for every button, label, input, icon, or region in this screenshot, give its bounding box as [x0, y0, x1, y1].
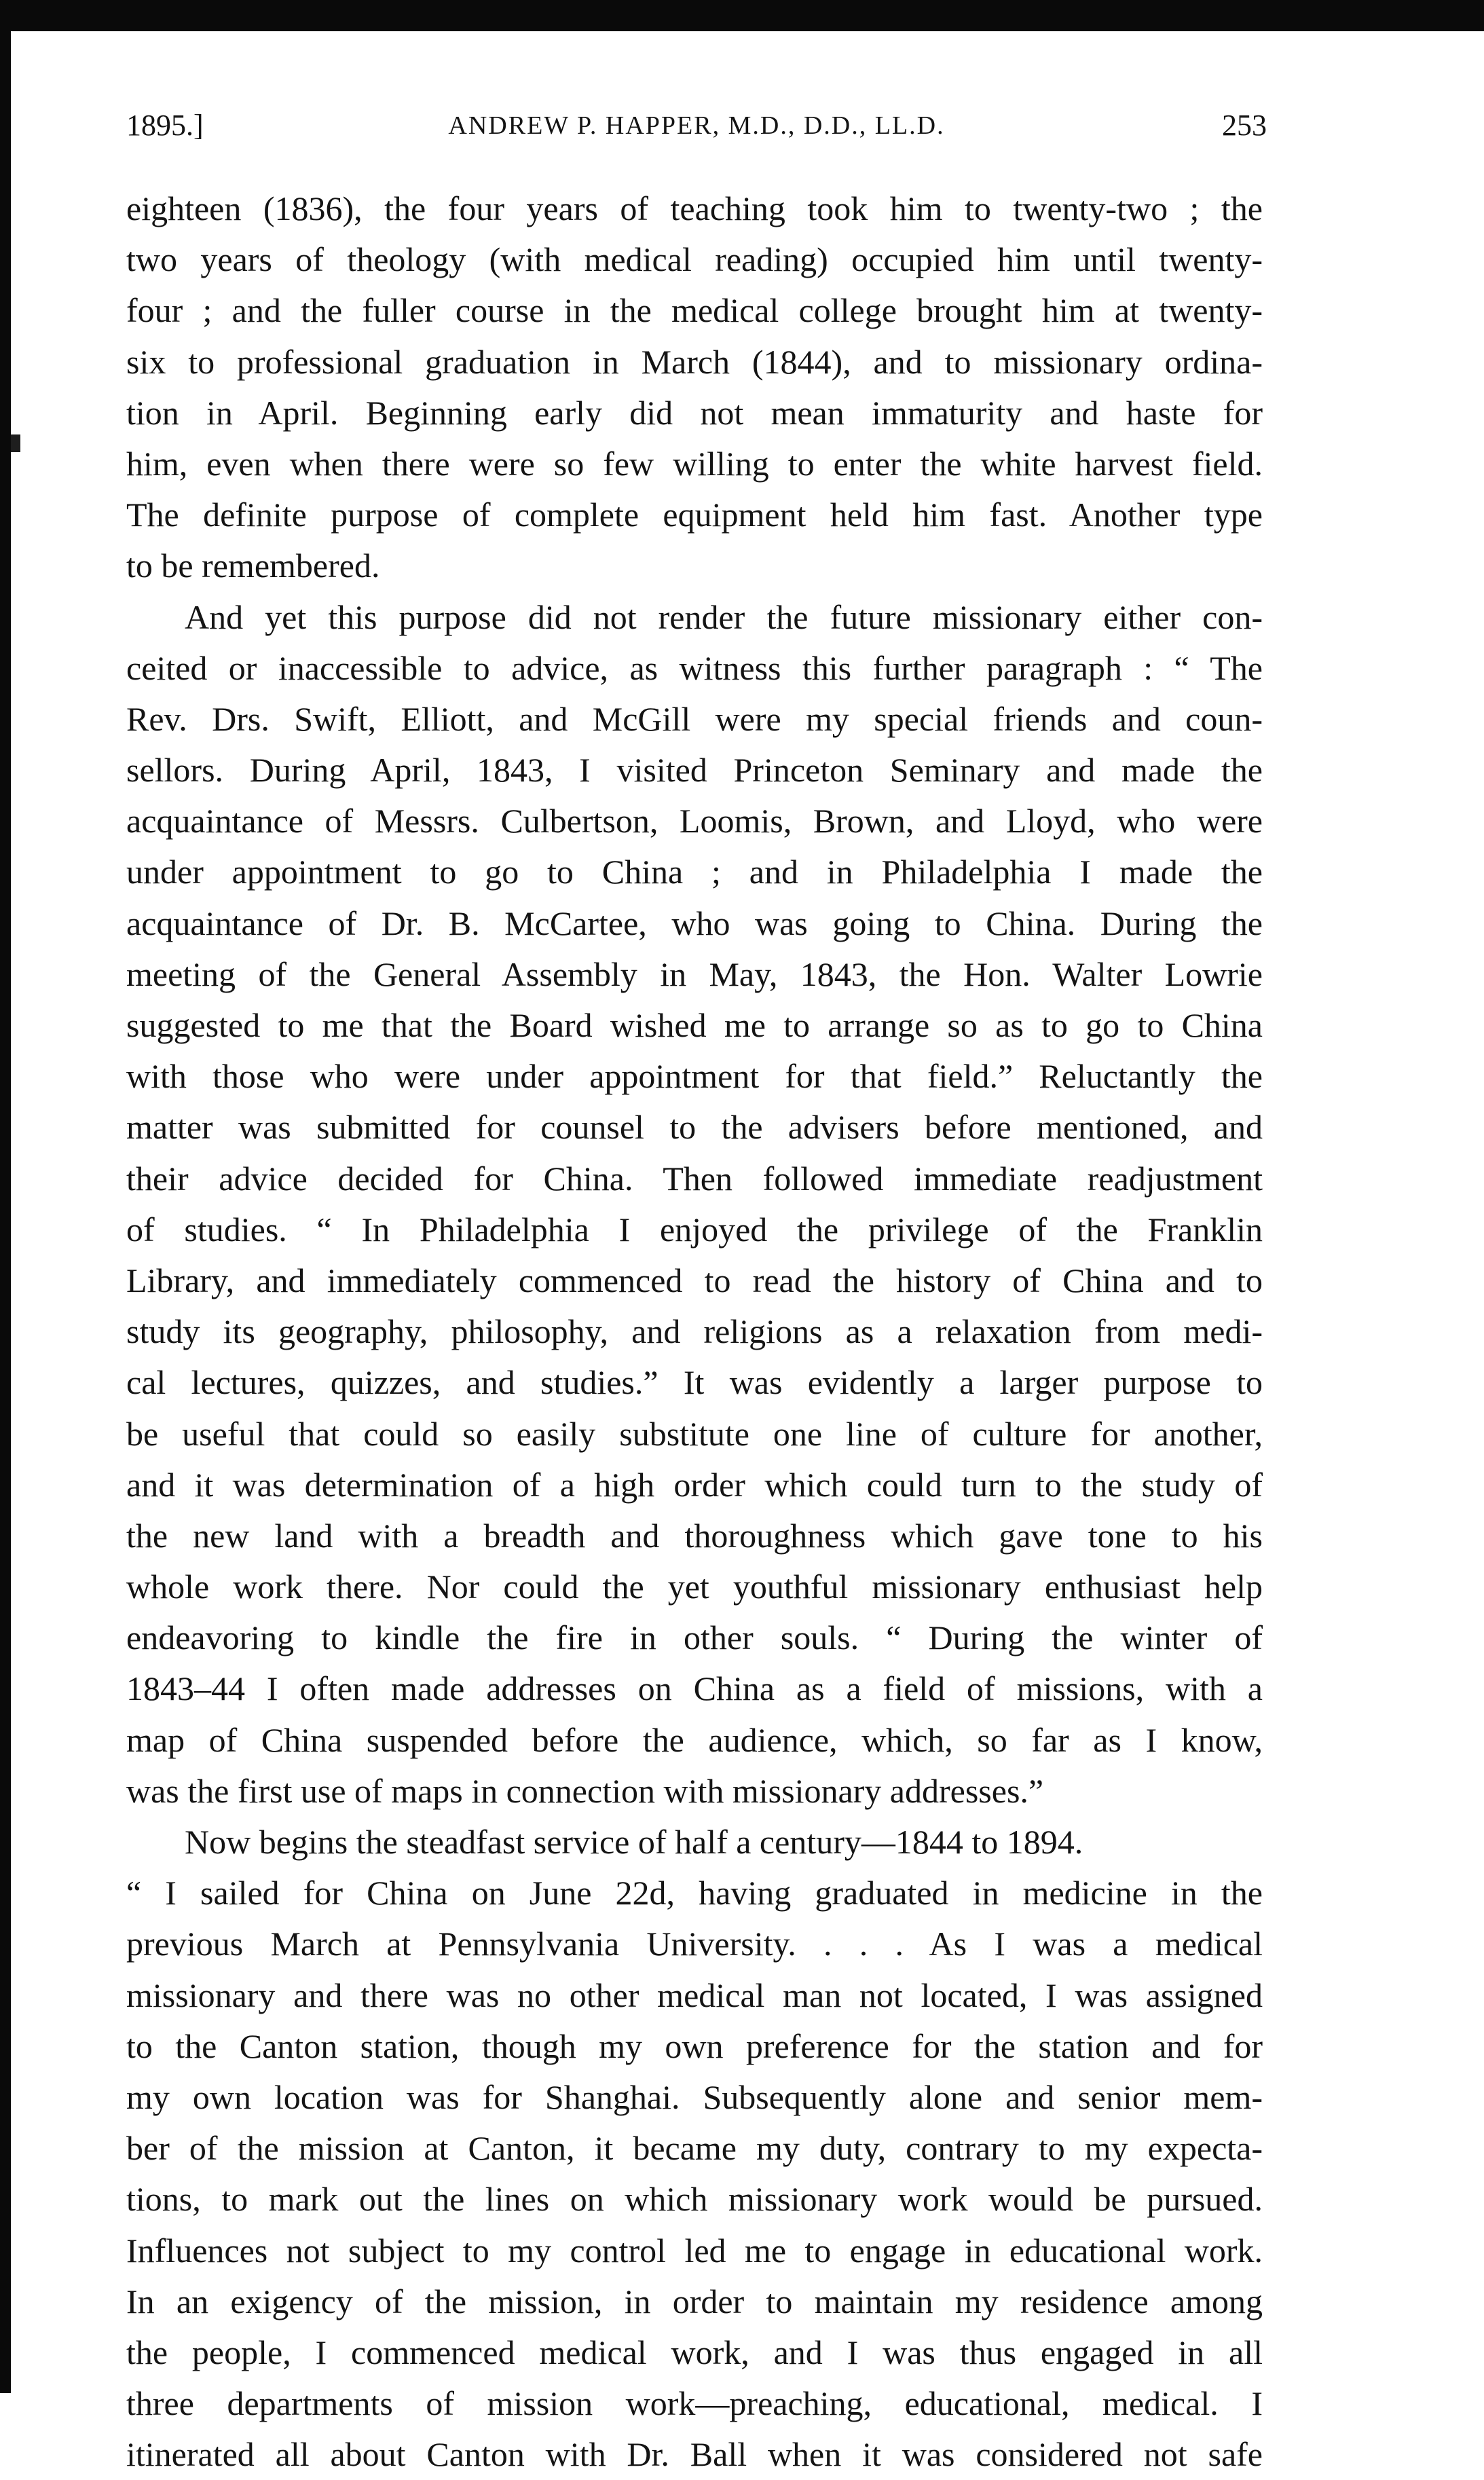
text-line: three departments of mission work—preaching, educational, medical. I [126, 2384, 1263, 2423]
text-line: be useful that could so easily substitute one line of culture for another, [126, 1414, 1263, 1453]
running-header [126, 103, 1267, 148]
text-line: ber of the mission at Canton, it became my duty, contrary to my expecta- [126, 2129, 1263, 2168]
text-line: ceited or inaccessible to advice, as witness this further paragraph : “ The [126, 648, 1263, 687]
text-line: And yet this purpose did not render the future missionary either con- [185, 597, 1263, 636]
text-line: whole work there. Nor could the yet youthful missionary enthusiast help [126, 1568, 1263, 1606]
text-line: with those who were under appointment for that field.” Reluctantly the [126, 1057, 1263, 1096]
text-line: tion in April. Beginning early did not mean immaturity and haste for [126, 393, 1263, 432]
scan-top-border [0, 0, 1484, 31]
header-title: ANDREW P. HAPPER, M.D., D.D., LL.D. [448, 111, 945, 140]
scan-margin-mark [11, 434, 20, 452]
text-line: In an exigency of the mission, in order to maintain my residence among [126, 2282, 1263, 2320]
text-line: 1843–44 I often made addresses on China as a field of missions, with a [126, 1669, 1263, 1708]
text-line: previous March at Pennsylvania University. . . . As I was a medical [126, 1925, 1263, 1963]
text-line: acquaintance of Dr. B. McCartee, who was going to China. During the [126, 904, 1263, 942]
body-text [126, 183, 1263, 2480]
text-line: missionary and there was no other medical man not located, I was assigned [126, 1976, 1263, 2014]
text-line: two years of theology (with medical reading) occupied him until twenty- [126, 240, 1263, 279]
text-line: study its geography, philosophy, and religions as a relaxation from medi- [126, 1312, 1263, 1351]
text-line: their advice decided for China. Then followed immediate readjustment [126, 1159, 1263, 1198]
text-line: the new land with a breadth and thoroughness which gave tone to his [126, 1516, 1263, 1555]
text-line: was the first use of maps in connection with missionary addresses.” [126, 1771, 1044, 1810]
text-line: map of China suspended before the audience, which, so far as I know, [126, 1720, 1263, 1759]
text-line: matter was submitted for counsel to the advisers before mentioned, and [126, 1108, 1263, 1147]
text-line: six to professional graduation in March (1844), and to missionary ordina- [126, 342, 1263, 381]
header-year: 1895.] [126, 109, 204, 142]
text-line: The definite purpose of complete equipment held him fast. Another type [126, 496, 1263, 534]
text-line: tions, to mark out the lines on which missionary work would be pursued. [126, 2180, 1263, 2219]
scan-left-border [0, 0, 11, 2393]
text-line: sellors. During April, 1843, I visited Princeton Seminary and made the [126, 751, 1263, 790]
text-line: meeting of the General Assembly in May, 1843, the Hon. Walter Lowrie [126, 955, 1263, 993]
text-line: the people, I commenced medical work, and I was thus engaged in all [126, 2333, 1263, 2371]
page-number: 253 [1222, 109, 1267, 142]
text-line: to the Canton station, though my own preference for the station and for [126, 2026, 1263, 2065]
text-line: eighteen (1836), the four years of teaching took him to twenty-two ; the [126, 189, 1263, 227]
text-line: four ; and the fuller course in the medical college brought him at twenty- [126, 291, 1263, 330]
text-line: Influences not subject to my control led me to engage in educational work. [126, 2231, 1263, 2270]
text-line: itinerated all about Canton with Dr. Ball when it was considered not safe [126, 2435, 1263, 2474]
text-line: acquaintance of Messrs. Culbertson, Loomis, Brown, and Lloyd, who were [126, 802, 1263, 840]
text-line: Rev. Drs. Swift, Elliott, and McGill were my special friends and coun- [126, 699, 1263, 738]
text-line: him, even when there were so few willing to enter the white harvest field. [126, 444, 1263, 483]
text-line: of studies. “ In Philadelphia I enjoyed the privilege of the Franklin [126, 1210, 1263, 1248]
text-line: Now begins the steadfast service of half a century—1844 to 1894. [185, 1823, 1083, 1861]
text-line: suggested to me that the Board wished me to arrange so as to go to China [126, 1006, 1263, 1044]
text-line: “ I sailed for China on June 22d, having graduated in medicine in the [126, 1874, 1263, 1912]
text-line: my own location was for Shanghai. Subsequently alone and senior mem- [126, 2077, 1263, 2116]
text-line: endeavoring to kindle the fire in other souls. “ During the winter of [126, 1618, 1263, 1657]
text-line: under appointment to go to China ; and in Philadelphia I made the [126, 853, 1263, 891]
text-line: to be remembered. [126, 547, 380, 585]
text-line: cal lectures, quizzes, and studies.” It was evidently a larger purpose to [126, 1363, 1263, 1402]
text-line: Library, and immediately commenced to read the history of China and to [126, 1261, 1263, 1299]
text-line: and it was determination of a high order which could turn to the study of [126, 1465, 1263, 1504]
